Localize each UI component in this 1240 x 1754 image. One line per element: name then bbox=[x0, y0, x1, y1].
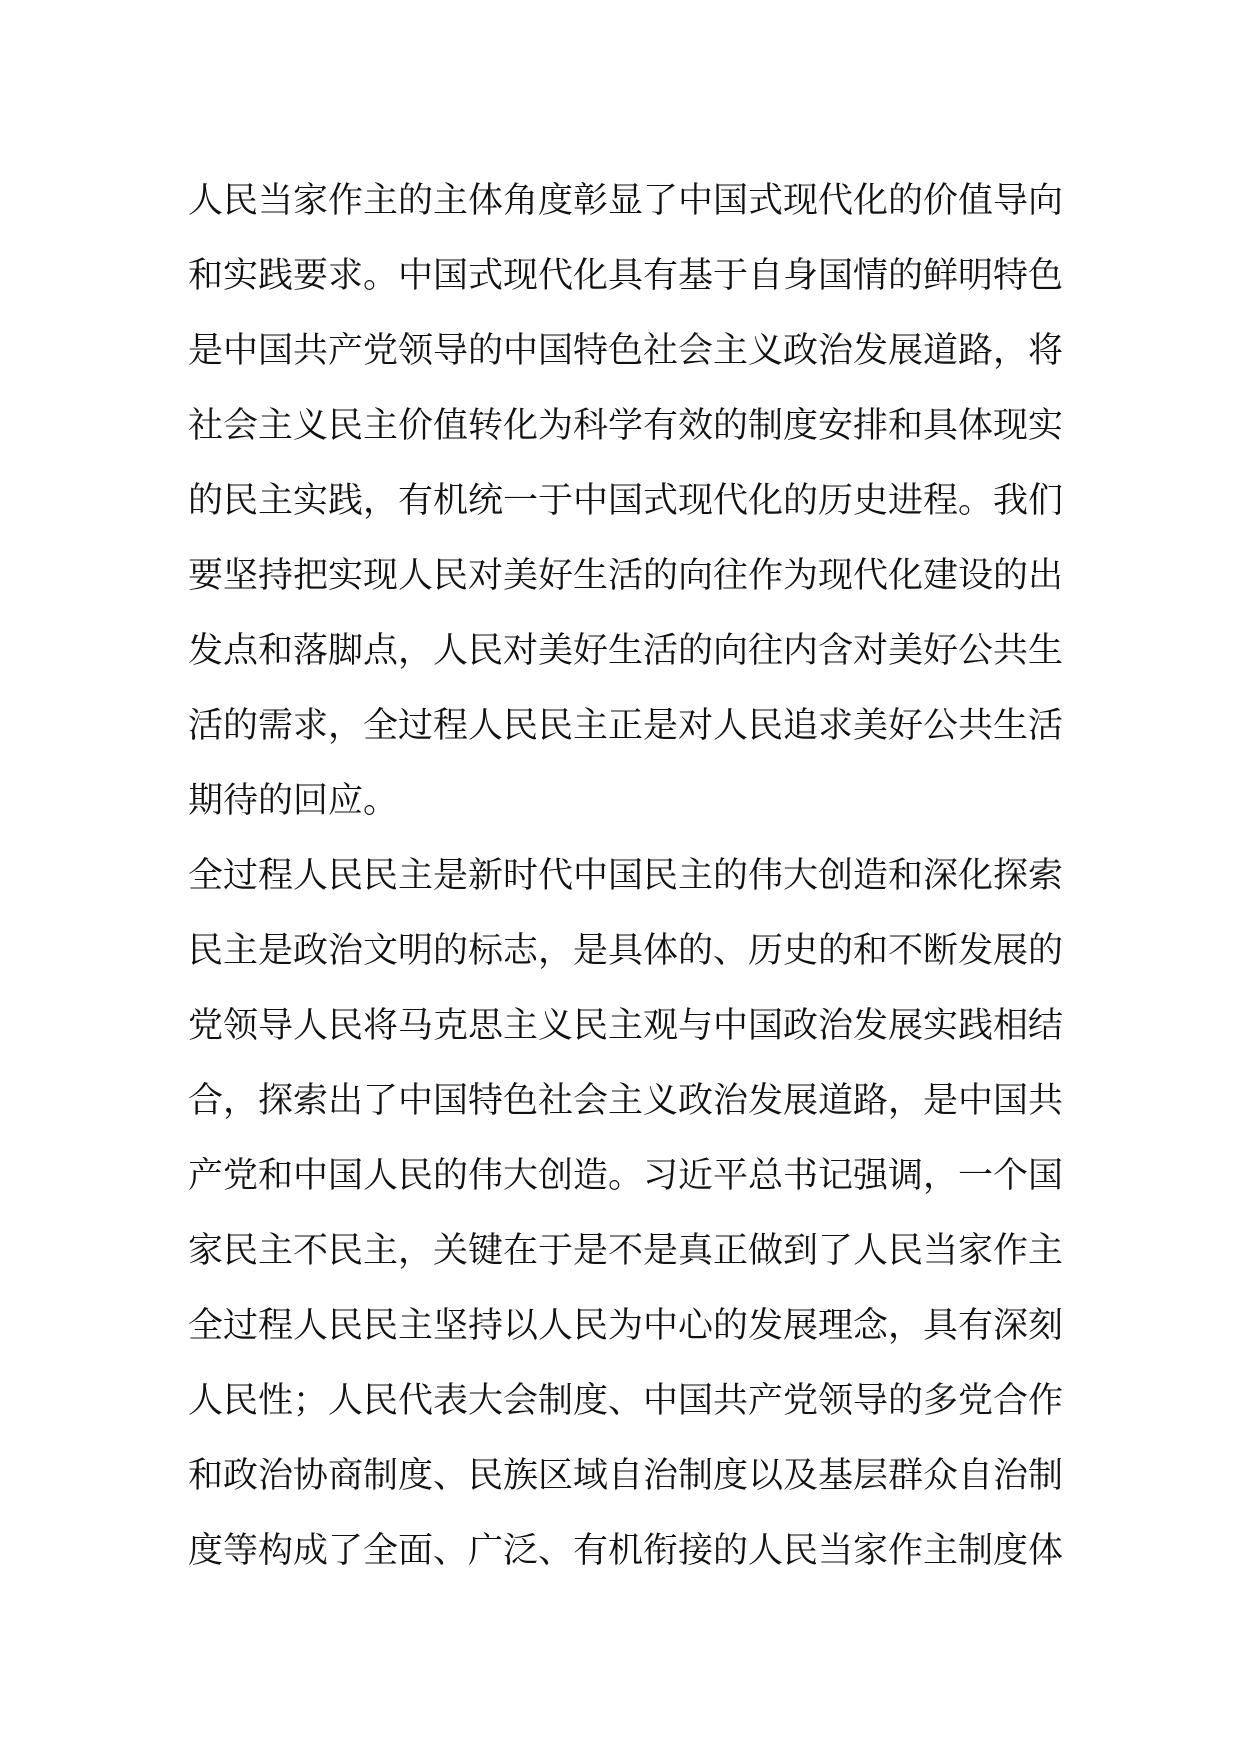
text-line: 的民主实践，有机统一于中国式现代化的历史进程。我们 bbox=[188, 481, 1064, 521]
text-line: 要坚持把实现人民对美好生活的向往作为现代化建设的出 bbox=[188, 556, 1064, 596]
text-line: 发点和落脚点，人民对美好生活的向往内含对美好公共生 bbox=[188, 631, 1064, 671]
text-line: 全过程人民民主坚持以人民为中心的发展理念，具有深刻 bbox=[188, 1306, 1064, 1346]
text-line: 度等构成了全面、广泛、有机衔接的人民当家作主制度体 bbox=[188, 1531, 1064, 1571]
text-line: 是中国共产党领导的中国特色社会主义政治发展道路，将 bbox=[188, 331, 1064, 371]
paragraph bbox=[188, 839, 1068, 1589]
text-line: 期待的回应。 bbox=[188, 781, 399, 821]
paragraph bbox=[188, 164, 1068, 839]
text-line: 全过程人民民主是新时代中国民主的伟大创造和深化探索 bbox=[188, 856, 1064, 896]
text-line: 产党和中国人民的伟大创造。习近平总书记强调，一个国 bbox=[188, 1156, 1064, 1196]
text-line: 和政治协商制度、民族区域自治制度以及基层群众自治制 bbox=[188, 1456, 1064, 1496]
text-line: 人民当家作主的主体角度彰显了中国式现代化的价值导向 bbox=[188, 181, 1064, 221]
text-line: 合，探索出了中国特色社会主义政治发展道路，是中国共 bbox=[188, 1081, 1064, 1121]
text-line: 和实践要求。中国式现代化具有基于自身国情的鲜明特色 bbox=[188, 256, 1064, 296]
text-line: 民主是政治文明的标志，是具体的、历史的和不断发展的 bbox=[188, 931, 1064, 971]
document-body bbox=[188, 164, 1068, 1589]
text-line: 活的需求，全过程人民民主正是对人民追求美好公共生活 bbox=[188, 706, 1064, 746]
text-line: 人民性；人民代表大会制度、中国共产党领导的多党合作 bbox=[188, 1381, 1064, 1421]
text-line: 党领导人民将马克思主义民主观与中国政治发展实践相结 bbox=[188, 1006, 1064, 1046]
text-line: 家民主不民主，关键在于是不是真正做到了人民当家作主 bbox=[188, 1231, 1064, 1271]
text-line: 社会主义民主价值转化为科学有效的制度安排和具体现实 bbox=[188, 406, 1064, 446]
